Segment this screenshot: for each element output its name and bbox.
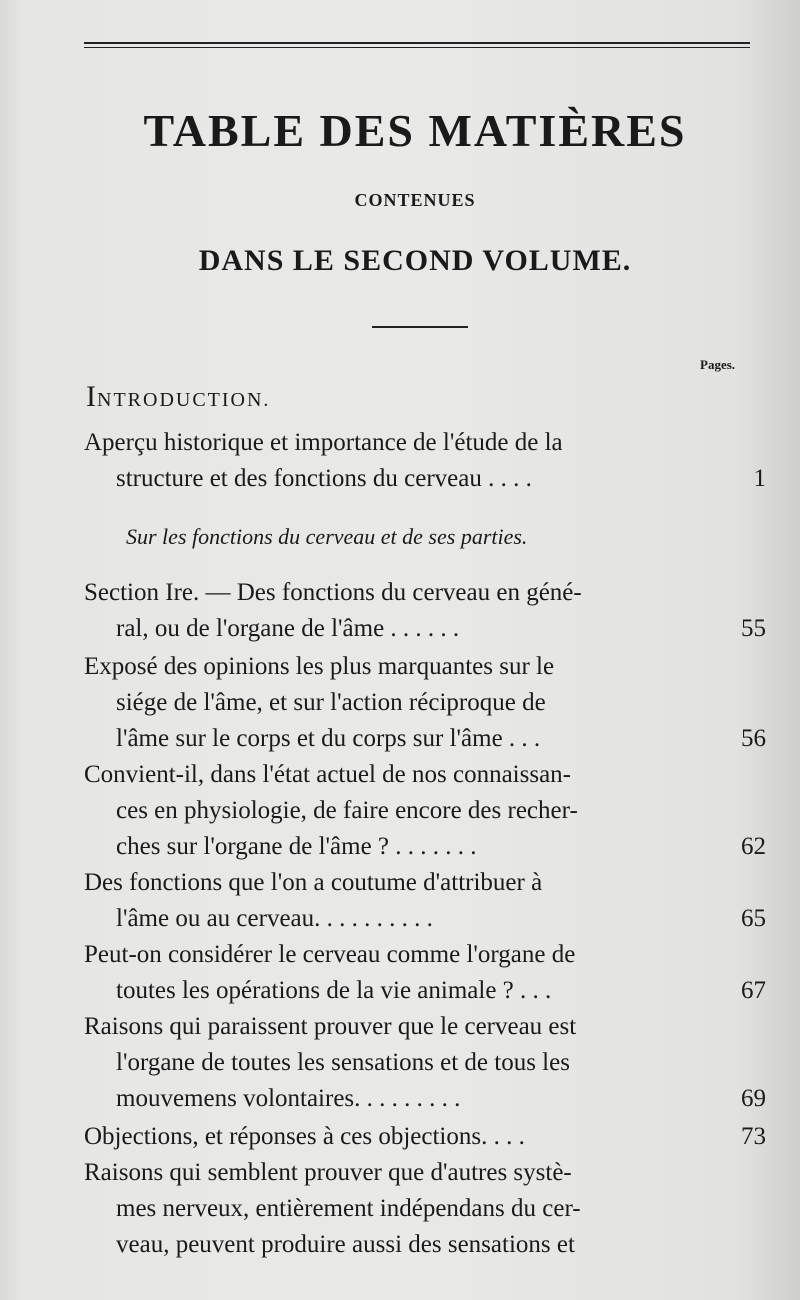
toc-entry-line: Section Ire. — Des fonctions du cerveau en géné- [84,579,582,606]
toc-page-number: 73 [741,1123,766,1150]
toc-page-number: 56 [741,725,766,752]
toc-entry-line: siége de l'âme, et sur l'action réciproque de [116,689,546,716]
toc-entry-line: l'organe de toutes les sensations et de tous les [116,1049,570,1076]
toc-entry-line: mes nerveux, entièrement indépendans du cer- [116,1195,581,1222]
pages-column-label: Pages. [700,357,736,372]
section-divider [372,326,468,328]
toc-entry-line: Raisons qui paraissent prouver que le cerveau est [84,1013,577,1040]
toc-page-number: 65 [741,905,766,932]
intro-rest: NTRODUCTION. [97,389,271,411]
toc-entry-line: toutes les opérations de la vie animale ? . . . [116,977,552,1004]
toc-entry-line: Raisons qui semblent prouver que d'autres systè- [84,1159,572,1186]
toc-entry-line: Objections, et réponses à ces objections. . . . [84,1123,525,1150]
toc-entry-line: ces en physiologie, de faire encore des recher- [116,797,578,824]
toc-entry-line: l'âme sur le corps et du corps sur l'âme . . . [116,725,541,752]
toc-page-number: 67 [741,977,766,1004]
toc-entry-line: Des fonctions que l'on a coutume d'attribuer à [84,869,543,896]
toc-page-number: 62 [741,833,766,860]
section-subheading: Sur les fonctions du cerveau et de ses parties. [126,524,528,549]
subtitle: CONTENUES [354,190,476,210]
toc-page-number: 1 [753,465,766,492]
toc-entry-line: ches sur l'organe de l'âme ? . . . . . . . [116,833,477,860]
toc-entry-line: Exposé des opinions les plus marquantes sur le [84,653,555,680]
toc-entry-line: l'âme ou au cerveau. . . . . . . . . . [116,905,433,932]
top-double-rule [84,42,750,48]
intro-initial: I [86,380,97,413]
toc-entry-line: structure et des fonctions du cerveau . . . . [116,465,532,492]
toc-entry-line: Convient-il, dans l'état actuel de nos connaissan- [84,761,572,788]
toc-page-number: 69 [741,1085,766,1112]
toc-entry-line: ral, ou de l'organe de l'âme . . . . . . [116,615,460,642]
introduction-heading [86,380,270,414]
toc-entry-line: Peut-on considérer le cerveau comme l'organe de [84,941,576,968]
toc-entry-line: Aperçu historique et importance de l'étude de la [84,429,563,456]
subtitle-volume: DANS LE SECOND VOLUME. [198,244,632,277]
toc-entry-line: mouvemens volontaires. . . . . . . . . [116,1085,461,1112]
toc-page-number: 55 [741,615,766,642]
toc-entry-line: veau, peuvent produire aussi des sensations et [116,1231,575,1258]
page-title: TABLE DES MATIÈRES [143,105,687,156]
